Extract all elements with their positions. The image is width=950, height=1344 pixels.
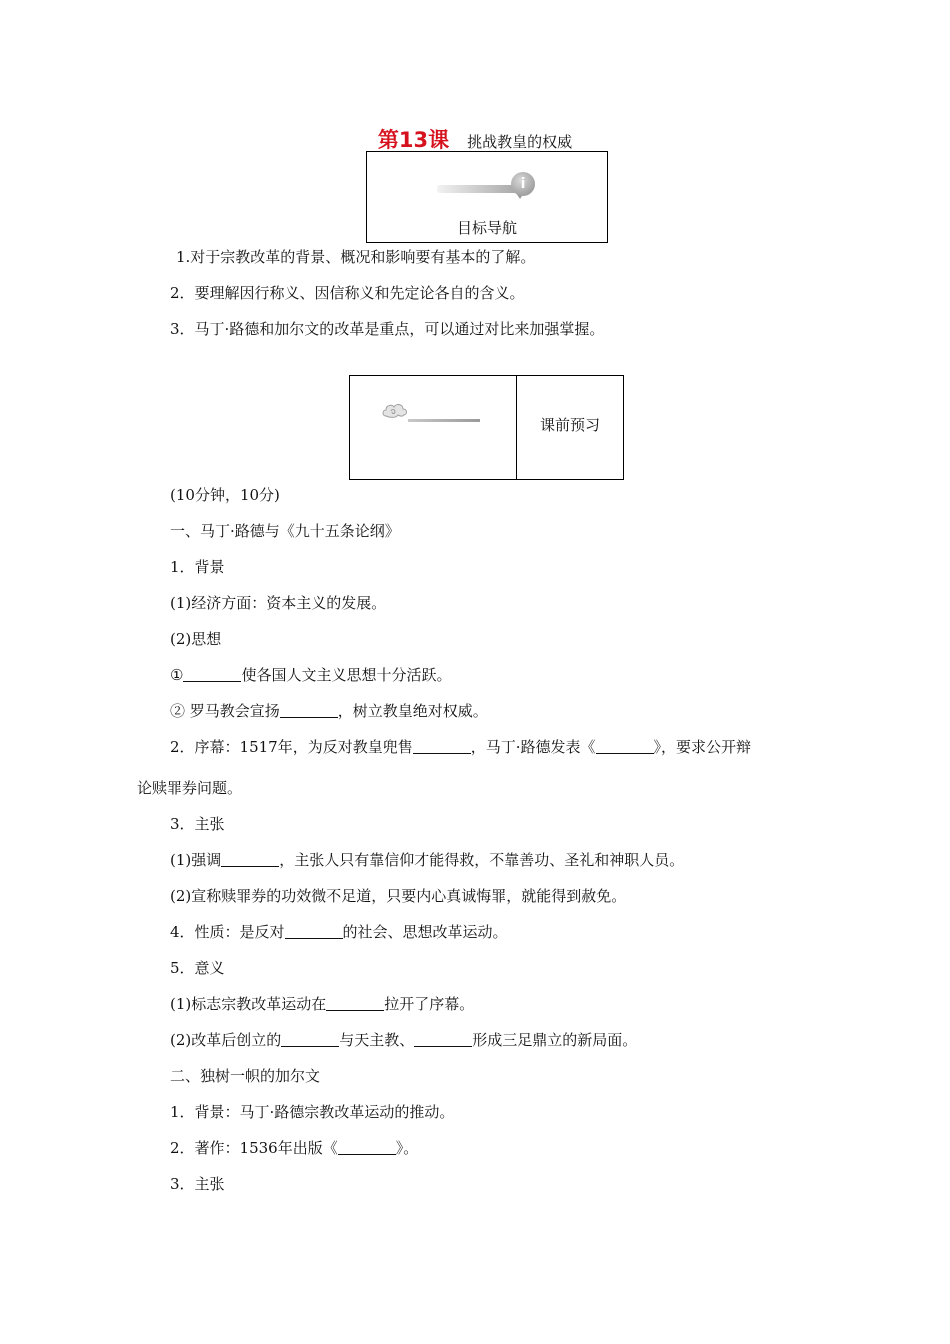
text-segment: ① — [170, 666, 184, 684]
preview-label: 课前预习 — [539, 416, 600, 434]
fill-blank[interactable] — [596, 739, 654, 754]
goal-bar-decoration — [437, 185, 517, 193]
fill-blank[interactable] — [338, 1140, 396, 1155]
section2-heading: 二、独树一帜的加尔文 — [170, 1067, 321, 1085]
text-segment: 形成三足鼎立的新局面。 — [472, 1031, 638, 1049]
preview-box — [349, 375, 624, 480]
text-segment: (1)标志宗教改革运动在 — [170, 995, 327, 1013]
s1-economy-line: (1)经济方面：资本主义的发展。 — [170, 594, 387, 612]
s2-claims-heading: 3．主张 — [170, 1175, 225, 1193]
fill-blank[interactable] — [183, 667, 241, 682]
fill-blank[interactable] — [285, 924, 343, 939]
text-segment: 2．序幕：1517年，为反对教皇兜售 — [170, 738, 413, 756]
lesson-title: 挑战教皇的权威 — [467, 133, 573, 151]
info-bubble-icon: i — [511, 172, 535, 196]
fill-blank[interactable] — [280, 703, 338, 718]
goal-item-2: 2．要理解因行称义、因信称义和先定论各自的含义。 — [170, 284, 525, 302]
s2-background-line: 1．背景：马丁·路德宗教改革运动的推动。 — [170, 1103, 455, 1121]
goal-box-label: 目标导航 — [456, 219, 517, 237]
text-segment: 拉开了序幕。 — [384, 995, 475, 1013]
fill-blank[interactable] — [326, 996, 384, 1011]
text-segment: ，树立教皇绝对权威。 — [337, 702, 488, 720]
s1-background-heading: 1．背景 — [170, 558, 225, 576]
text-segment: 》，要求公开辩 — [653, 738, 752, 756]
text-segment: 》。 — [395, 1139, 419, 1157]
lesson-header — [0, 124, 950, 154]
fill-blank[interactable] — [414, 1032, 472, 1047]
cloud-line-decoration — [408, 419, 480, 422]
text-segment: 与天主教、 — [339, 1031, 415, 1049]
s1-prelude-continued: 论赎罪券问题。 — [137, 779, 243, 797]
text-segment: 使各国人文主义思想十分活跃。 — [241, 666, 452, 684]
section1-heading: 一、马丁·路德与《九十五条论纲》 — [170, 522, 400, 540]
time-note: (10分钟，10分) — [170, 486, 280, 504]
text-segment: 4．性质：是反对 — [170, 923, 285, 941]
text-segment: (2)改革后创立的 — [170, 1031, 282, 1049]
text-segment: 2．著作：1536年出版《 — [170, 1139, 338, 1157]
cloud-icon — [382, 402, 408, 420]
s1-claim-1 — [170, 849, 684, 870]
s1-claim-2: (2)宣称赎罪券的功效微不足道，只要内心真诚悔罪，就能得到赦免。 — [170, 887, 627, 905]
s1-nature-line — [170, 921, 508, 942]
s1-significance-heading: 5．意义 — [170, 959, 225, 977]
s1-significance-2 — [170, 1029, 637, 1050]
s1-thought-heading: (2)思想 — [170, 630, 222, 648]
goal-item-1: 1.对于宗教改革的背景、概况和影响要有基本的了解。 — [176, 248, 536, 266]
s2-works-line — [170, 1137, 418, 1158]
fill-blank[interactable] — [281, 1032, 339, 1047]
lesson-number: 第13课 — [377, 128, 450, 152]
text-segment: ② 罗马教会宣扬 — [170, 702, 280, 720]
s1-thought-item-1 — [170, 664, 451, 685]
text-segment: ，马丁·路德发表《 — [470, 738, 596, 756]
text-segment: 的社会、思想改革运动。 — [342, 923, 508, 941]
text-segment: (1)强调 — [170, 851, 222, 869]
s1-thought-item-2 — [170, 700, 488, 721]
s1-significance-1 — [170, 993, 474, 1014]
fill-blank[interactable] — [413, 739, 471, 754]
fill-blank[interactable] — [221, 852, 279, 867]
text-segment: ，主张人只有靠信仰才能得救，不靠善功、圣礼和神职人员。 — [279, 851, 685, 869]
s1-prelude-line — [170, 736, 751, 757]
goal-item-3: 3．马丁·路德和加尔文的改革是重点，可以通过对比来加强掌握。 — [170, 320, 605, 338]
s1-claims-heading: 3．主张 — [170, 815, 225, 833]
goal-navigation-box — [366, 151, 608, 243]
